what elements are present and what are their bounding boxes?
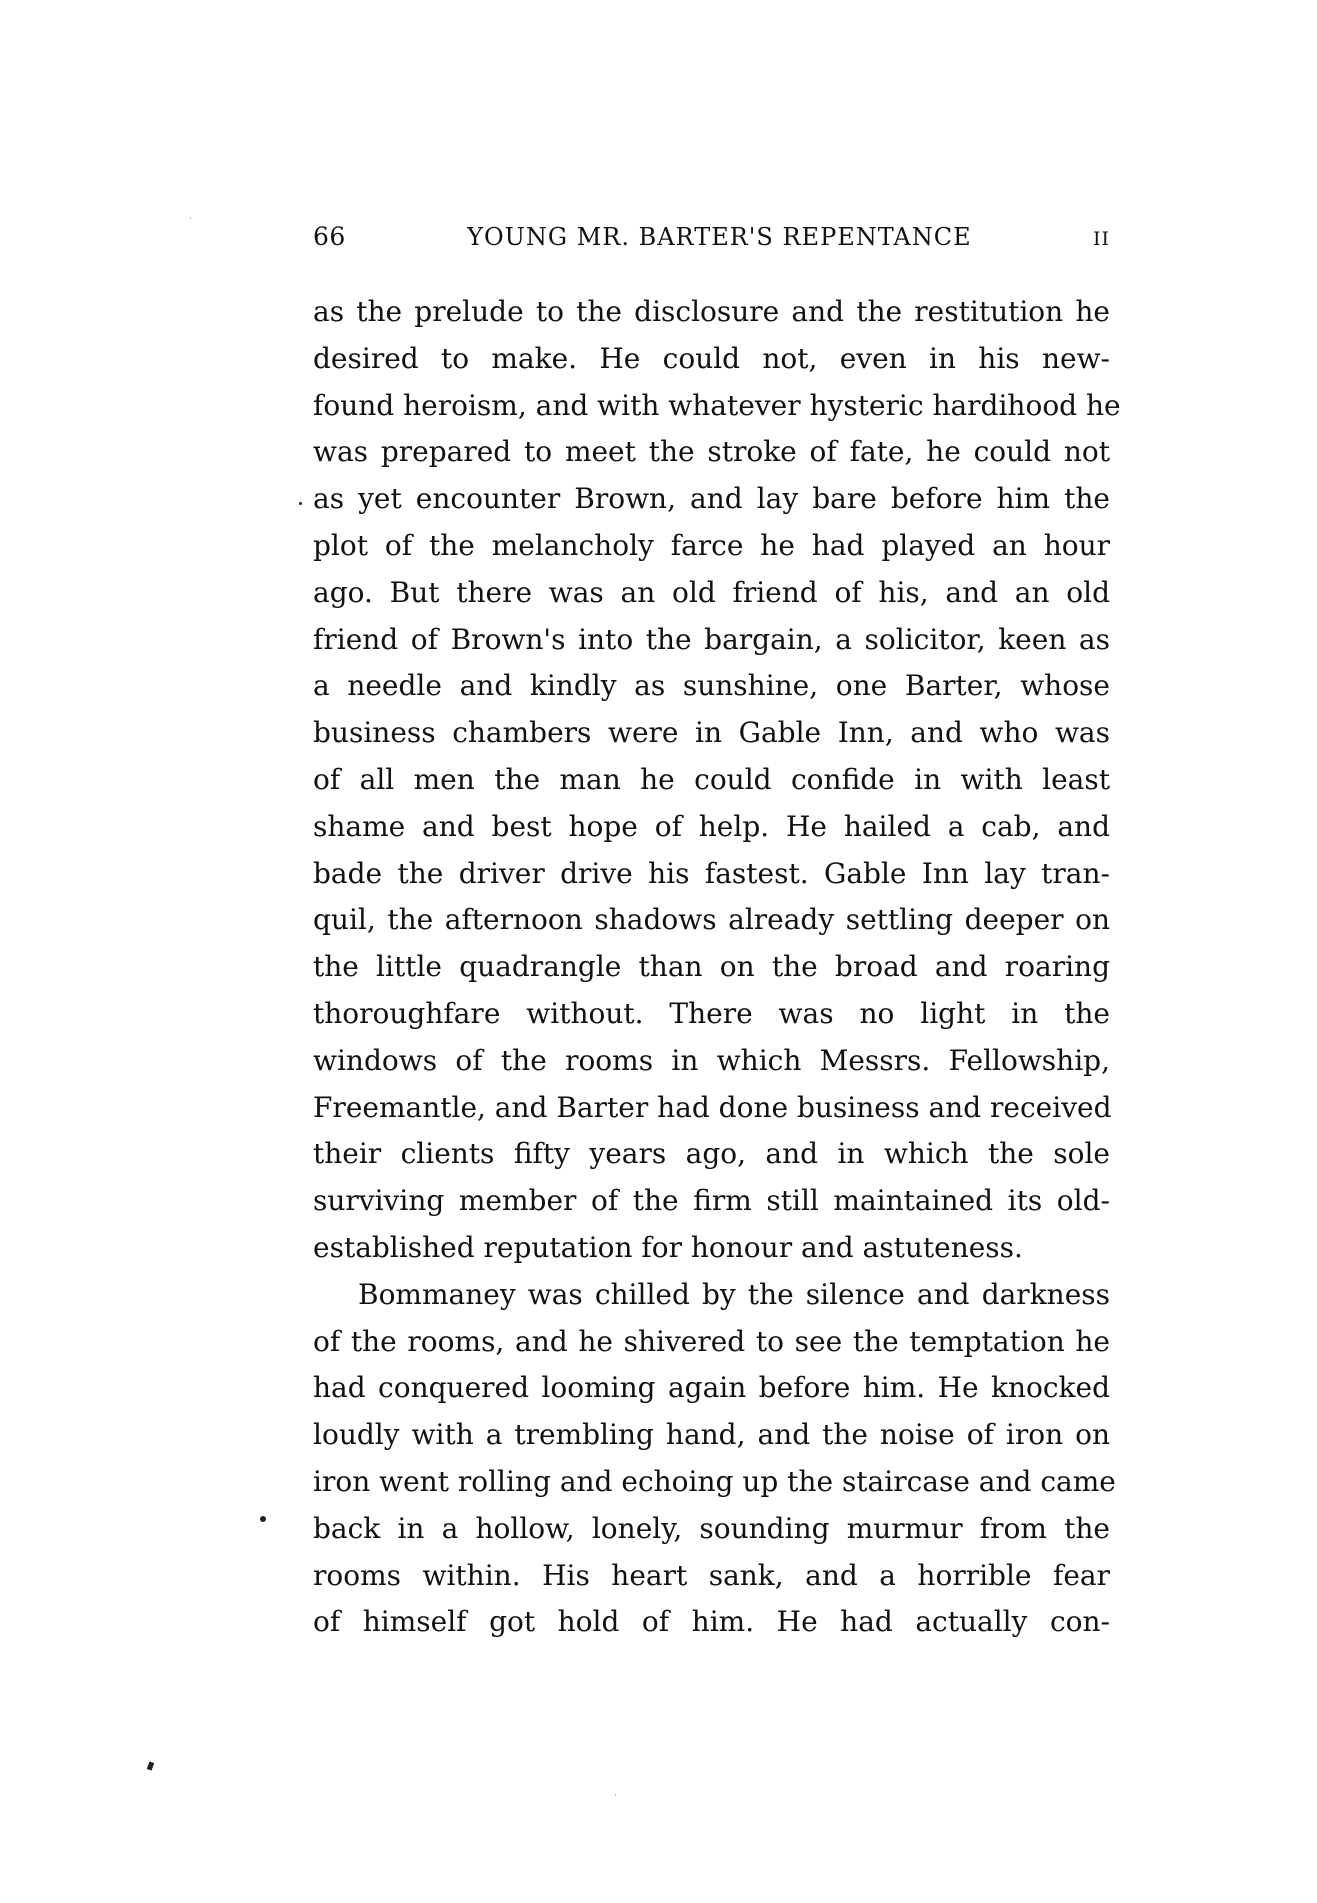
text-line: found heroism, and with whatever hysteric hardihood he (313, 388, 1121, 422)
text-line: rooms within. His heart sank, and a horrible fear (313, 1558, 1110, 1592)
text-line: established reputation for honour and astuteness. (313, 1230, 1023, 1264)
text-line: their clients fifty years ago, and in which the sole (313, 1137, 1110, 1171)
text-line: plot of the melancholy farce he had played an hour (313, 528, 1110, 562)
ink-speck (190, 217, 191, 219)
text-line: surviving member of the firm still maintained its old- (313, 1184, 1110, 1218)
ink-speck (299, 502, 302, 505)
text-line: Bommaney was chilled by the silence and darkness (358, 1277, 1110, 1311)
text-line: the little quadrangle than on the broad and roaring (313, 950, 1110, 984)
text-line: windows of the rooms in which Messrs. Fellowship, (313, 1043, 1110, 1077)
page-number: 66 (313, 222, 346, 251)
ink-speck (260, 1516, 266, 1522)
text-line: back in a hollow, lonely, sounding murmur from the (313, 1511, 1110, 1545)
text-line: friend of Brown's into the bargain, a solicitor, keen as (313, 622, 1110, 656)
text-line: had conquered looming again before him. He knocked (313, 1371, 1110, 1405)
text-line: desired to make. He could not, even in his new- (313, 341, 1110, 375)
text-line: as yet encounter Brown, and lay bare before him the (313, 482, 1110, 516)
text-line: business chambers were in Gable Inn, and who was (313, 716, 1110, 750)
text-line: quil, the afternoon shadows already settling deeper on (313, 903, 1110, 937)
text-line: shame and best hope of help. He hailed a cab, and (313, 809, 1110, 843)
text-line: of the rooms, and he shivered to see the temptation he (313, 1324, 1110, 1358)
text-line: Freemantle, and Barter had done business and received (313, 1090, 1112, 1124)
text-line: was prepared to meet the stroke of fate, he could not (313, 435, 1110, 469)
text-line: thoroughfare without. There was no light in the (313, 996, 1110, 1030)
running-head (313, 222, 1110, 258)
text-line: of all men the man he could confide in with least (313, 762, 1110, 796)
ink-speck (615, 1794, 616, 1796)
body-text (313, 289, 1121, 1646)
text-line: loudly with a trembling hand, and the noise of iron on (313, 1418, 1110, 1452)
text-line: a needle and kindly as sunshine, one Barter, whose (313, 669, 1110, 703)
running-title: YOUNG MR. BARTER'S REPENTANCE (467, 223, 972, 251)
text-line: of himself got hold of him. He had actually con- (313, 1605, 1110, 1639)
chapter-number: II (1092, 228, 1110, 250)
text-line: ago. But there was an old friend of his, and an old (313, 575, 1110, 609)
text-line: as the prelude to the disclosure and the restitution he (313, 295, 1110, 328)
text-line: iron went rolling and echoing up the staircase and came (313, 1464, 1116, 1498)
ink-speck (147, 1761, 154, 1770)
text-line: bade the driver drive his fastest. Gable Inn lay tran- (313, 856, 1110, 890)
